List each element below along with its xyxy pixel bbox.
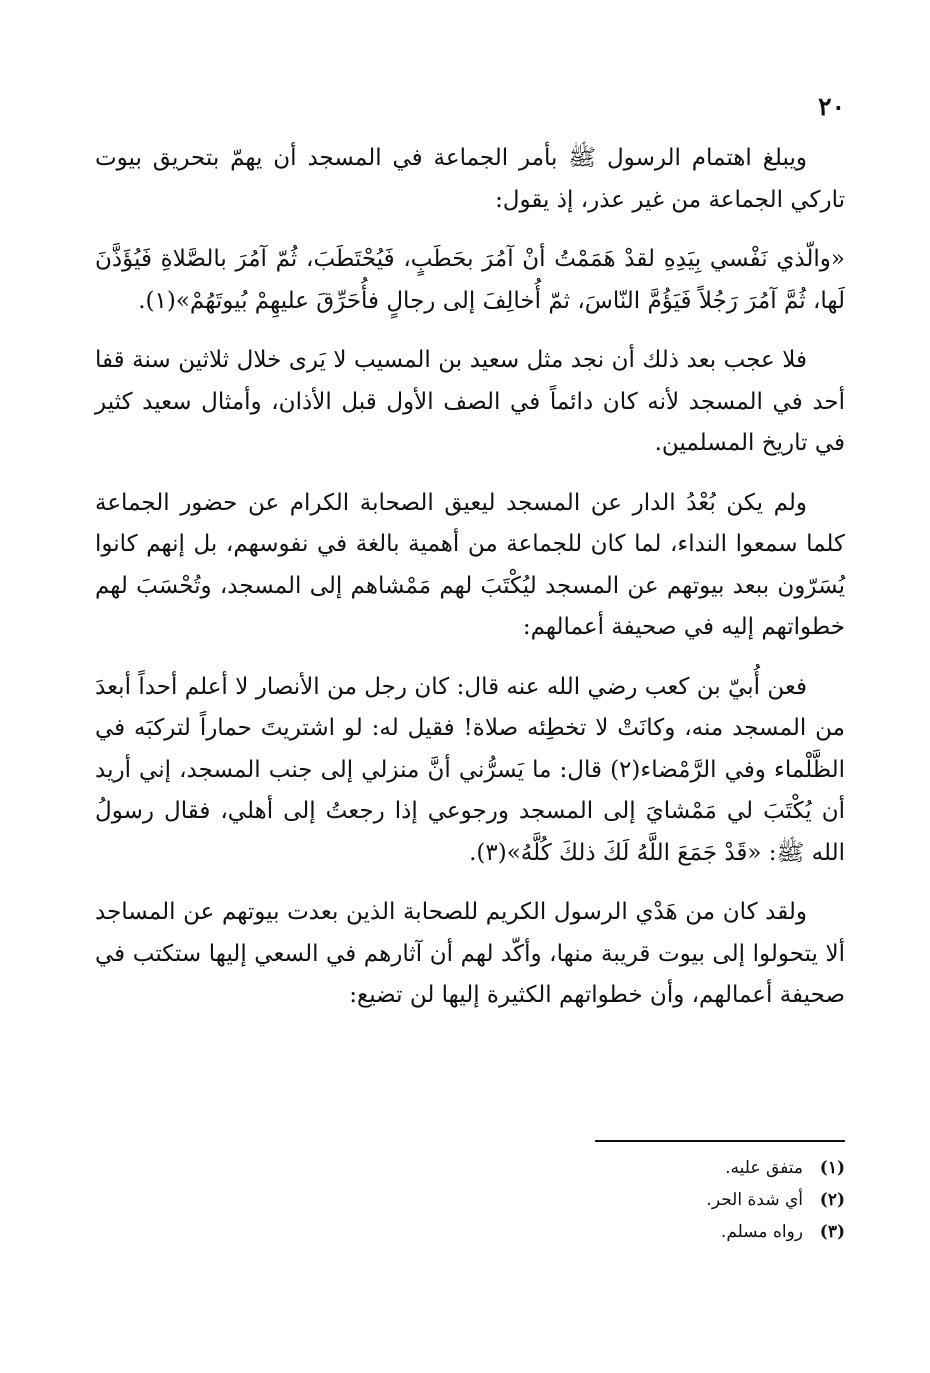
- paragraph-4: [95, 483, 845, 649]
- book-page: [95, 0, 845, 1373]
- footnote-number: (٢): [819, 1190, 845, 1210]
- paragraph-1: [95, 138, 845, 221]
- paragraph-indent: [807, 347, 845, 373]
- paragraph-indent: [807, 674, 845, 700]
- main-text: [95, 138, 845, 1035]
- footnote-3: [595, 1216, 845, 1248]
- footnote-1: [595, 1152, 845, 1184]
- paragraph-indent: [807, 490, 845, 516]
- paragraph-5-text: فعن أُبيّ بن كعب رضي الله عنه قال: كان رجل من الأنصار لا أعلم أحداً أبعدَ من المسجد منه، وكانَتْ لا تخطِئه صلاة! فقيل له: لو اشتريتَ حماراً لتركبَه في الظَّلْماء وفي الرَّمْضاء(٢) قال: ما يَسرُّني أنَّ منزلي إلى جنب المسجد، إني أريد أن يُكْتَبَ لي مَمْشايَ إلى المسجد ورجوعي إذا رجعتُ إلى أهلي، فقال رسولُ الله ﷺ: «قَدْ جَمَعَ اللَّهُ لَكَ ذلكَ كُلَّهُ»(٣).: [95, 673, 846, 866]
- footnote-text: رواه مسلم.: [720, 1222, 803, 1242]
- paragraph-2-hadith: [95, 239, 845, 322]
- paragraph-3: [95, 340, 845, 465]
- footnote-2: [595, 1184, 845, 1216]
- paragraph-6-text: ولقد كان من هَدْي الرسول الكريم للصحابة الذين بعدت بيوتهم عن المساجد ألا يتحولوا إلى بيوت قريبة منها، وأكّد لهم أن آثارهم في السعي إليها ستكتب في صحيفة أعمالهم، وأن خطواتهم الكثيرة إليها لن تضيع:: [95, 899, 845, 1008]
- paragraph-indent: [807, 899, 845, 925]
- paragraph-2-text: «والّذي نَفْسي بِيَدِهِ لقدْ هَمَمْتُ أنْ آمُرَ بحَطَبٍ، فَيُحْتَطَبَ، ثُمّ آمُرَ بالصَّلاةِ فَيُؤَذَّنَ لَها، ثُمَّ آمُرَ رَجُلاً فَيَؤُمَّ النّاسَ، ثمّ أُخالِفَ إلى رجالٍ فأُحَرِّقَ عليهِمْ بُيوتَهُمْ»(١).: [95, 246, 845, 314]
- footnote-number: (٣): [819, 1222, 845, 1242]
- footnote-divider: [595, 1140, 845, 1142]
- paragraph-5: [95, 667, 845, 875]
- footnote-text: أي شدة الحر.: [706, 1190, 803, 1210]
- footnote-number: (١): [819, 1158, 845, 1178]
- footnotes: [595, 1140, 845, 1248]
- page-number: ٢٠: [818, 92, 845, 121]
- paragraph-1-text: ويبلغ اهتمام الرسول ﷺ بأمر الجماعة في المسجد أن يهمّ بتحريق بيوت تاركي الجماعة من غير عذر، إذ يقول:: [95, 145, 845, 213]
- paragraph-indent: [807, 145, 845, 171]
- paragraph-4-text: ولم يكن بُعْدُ الدار عن المسجد ليعيق الصحابة الكرام عن حضور الجماعة كلما سمعوا النداء، لما كان للجماعة من أهمية بالغة في نفوسهم، بل إنهم كانوا يُسَرّون ببعد بيوتهم عن المسجد ليُكْتَبَ لهم مَمْشاهم إلى المسجد، وتُحْسَبَ لهم خطواتهم إليه في صحيفة أعمالهم:: [95, 489, 845, 640]
- footnote-text: متفق عليه.: [725, 1158, 803, 1178]
- paragraph-6: [95, 892, 845, 1017]
- paragraph-3-text: فلا عجب بعد ذلك أن نجد مثل سعيد بن المسيب لا يَرى خلال ثلاثين سنة قفا أحد في المسجد لأنه كان دائماً في الصف الأول قبل الأذان، وأمثال سعيد كثير في تاريخ المسلمين.: [95, 347, 845, 456]
